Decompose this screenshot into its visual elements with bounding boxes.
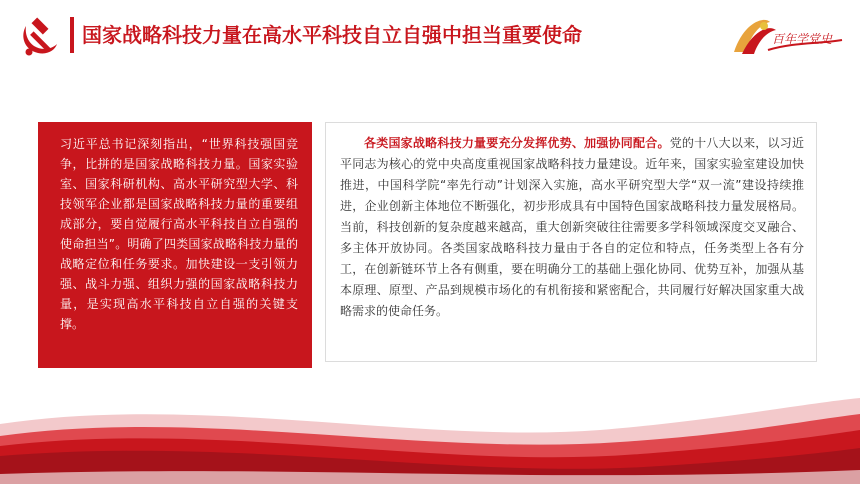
title-accent-bar <box>70 17 74 53</box>
right-panel-body: 党的十八大以来，以习近平同志为核心的党中央高度重视国家战略科技力量建设。近年来，国家实验室建设加快推进，中国科学院“率先行动”计划深入实施，高水平研究型大学“双一流”建设持续推进，企业创新主体地位不断强化，初步形成具有中国特色国家战略科技力量发展格局。当前，科技创新的复杂度越来越高，重大创新突破往往需要多学科领域深度交叉融合、多主体开放协同。各类国家战略科技力量由于各自的定位和特点，任务类型上各有分工，在创新链环节上各有侧重，要在明确分工的基础上强化协同、优势互补，加强从基本原理、原型、产品到规模市场化的有机衔接和紧密配合，共同履行好解决国家重大战略需求的使命任务。 <box>340 136 804 318</box>
hammer-sickle-icon <box>18 16 62 60</box>
page-title: 国家战略科技力量在高水平科技自立自强中担当重要使命 <box>82 23 582 47</box>
left-quote-panel <box>38 122 312 368</box>
decorative-red-waves <box>0 384 860 484</box>
right-panel-text <box>340 133 804 322</box>
right-panel-lead: 各类国家战略科技力量要充分发挥优势、加强协同配合。 <box>364 136 670 150</box>
left-panel-text: 习近平总书记深刻指出，“世界科技强国竞争，比拼的是国家战略科技力量。国家实验室、国家科研机构、高水平研究型大学、科技领军企业都是国家战略科技力量的重要组成部分，要自觉履行高水平科技自立自强的使命担当”。明确了四类国家战略科技力量的战略定位和任务要求。加快建设一支引领力强、战斗力强、组织力强的国家战略科技力量，是实现高水平科技自立自强的关键支撑。 <box>60 137 298 331</box>
logo-text: 百年学党史 <box>772 32 833 46</box>
right-content-panel <box>325 122 817 362</box>
slide-header <box>0 0 860 70</box>
